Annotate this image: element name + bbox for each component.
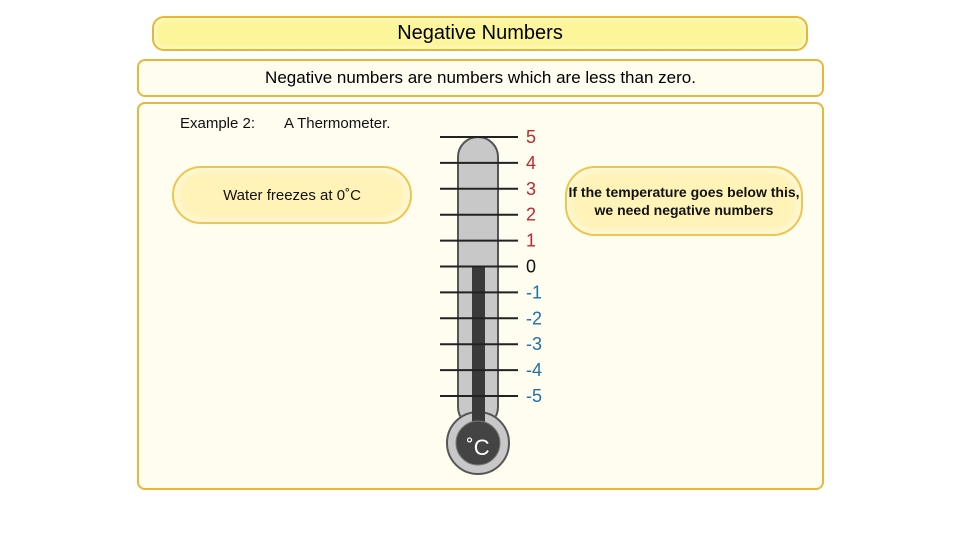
scale-label: -2 xyxy=(526,308,543,329)
slide-title: Negative Numbers xyxy=(152,16,808,51)
example-title: A Thermometer. xyxy=(284,115,391,132)
scale-label: -5 xyxy=(526,386,543,406)
scale-label: 0 xyxy=(526,256,537,277)
freeze-callout: Water freezes at 0˚C xyxy=(172,166,412,224)
scale-label: -4 xyxy=(526,360,543,381)
definition-banner: Negative numbers are numbers which are less than zero. xyxy=(137,59,824,97)
example-label: Example 2: xyxy=(180,115,256,132)
scale-label: 5 xyxy=(526,127,537,147)
scale-label: 3 xyxy=(526,178,537,199)
scale-label: 2 xyxy=(526,204,537,225)
thermometer-liquid xyxy=(472,266,485,432)
negative-callout: If the temperature goes below this, we need negative numbers xyxy=(565,166,803,236)
unit-label: ˚C xyxy=(466,435,490,460)
scale-label: 4 xyxy=(526,152,537,173)
scale-label: -1 xyxy=(526,282,543,303)
scale-label: 1 xyxy=(526,230,537,251)
scale-label: -3 xyxy=(526,334,543,355)
